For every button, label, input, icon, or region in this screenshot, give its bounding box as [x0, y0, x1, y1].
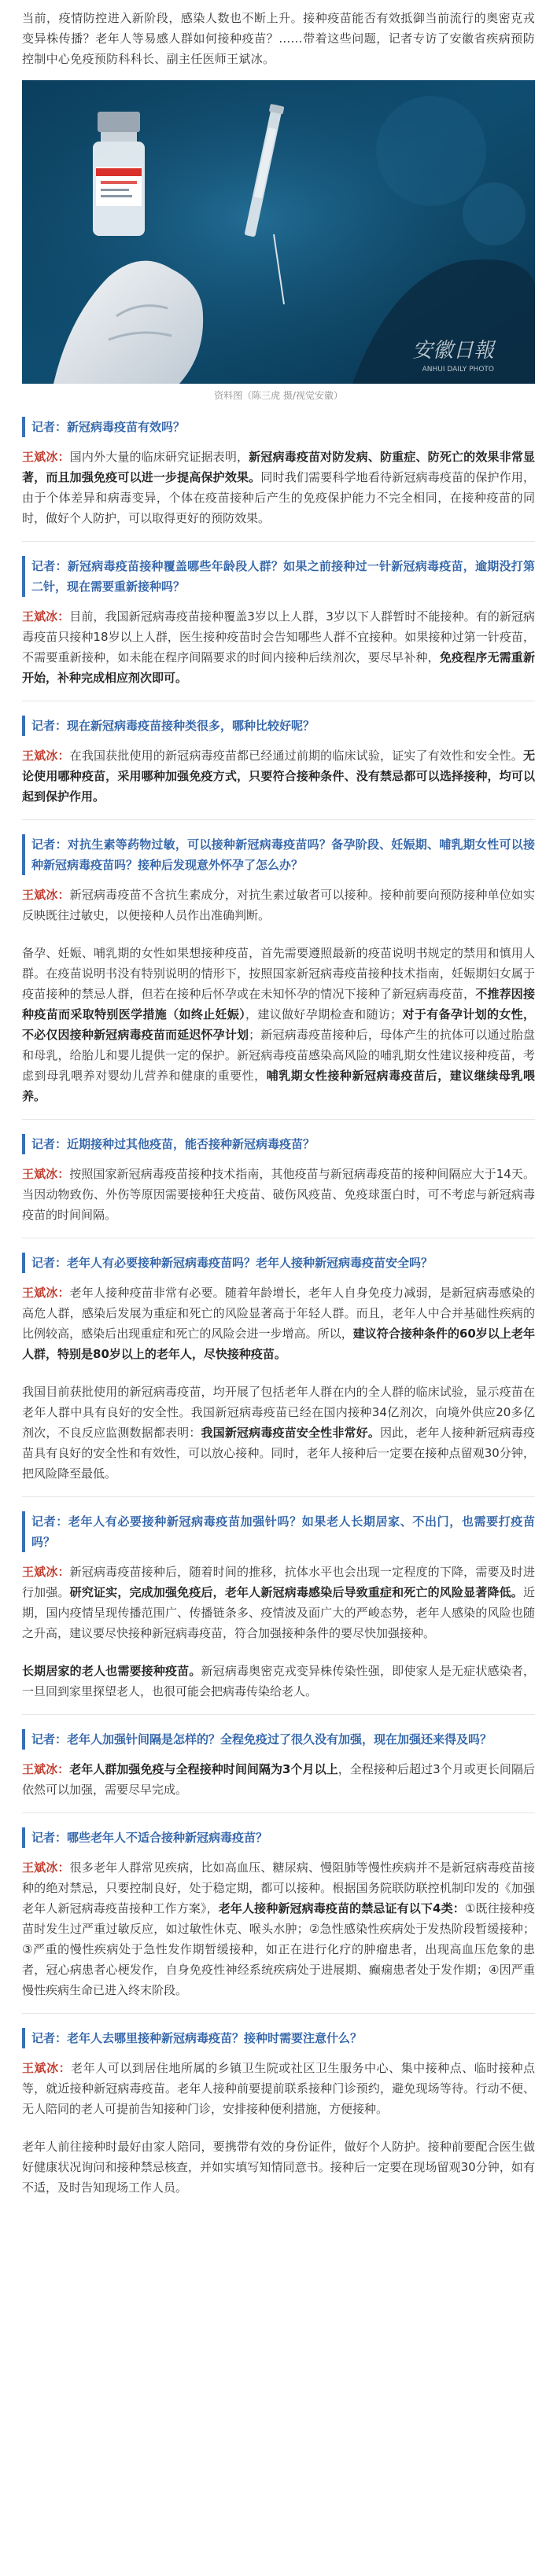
answer-paragraph [22, 1759, 535, 1800]
question-heading: 记者：哪些老年人不适合接种新冠病毒疫苗？ [22, 1827, 535, 1848]
answer-text: 备孕、妊娠、哺乳期的女性如果想接种疫苗，首先需要遵照最新的疫苗说明书规定的禁用和慎用人群。在疫苗说明书没有特别说明的情形下，按照国家新冠病毒疫苗接种技术指南，妊娠期妇女属于疫苗接种的禁忌人群，但若在接种后怀孕或在未知怀孕的情况下接种了新冠病毒疫苗， [22, 946, 535, 1001]
answer-text: 很多老年人群常见疾病，比如高血压、糖尿病、慢阻肺等慢性疾病并不是新冠病毒疫苗接种的绝对禁忌，只要控制良好，处于稳定期，都可以接种。根据国务院联防联控机制印发的《加强老年人新冠病毒疫苗接种工作方案》， [22, 1860, 535, 1915]
answer-paragraph [22, 1164, 535, 1225]
emphasis-text: 对于有备孕计划的女性，不必仅因接种新冠病毒疫苗而延迟怀孕计划 [22, 1007, 535, 1042]
section-divider [22, 1119, 535, 1120]
qa-section [22, 716, 535, 820]
qa-section [22, 1827, 535, 2014]
answer-text: 老年人可以到居住地所属的乡镇卫生院或社区卫生服务中心、集中接种点、临时接种点等，就近接种新冠病毒疫苗。老年人接种前要提前联系接种门诊预约，避免现场等待。行动不便、无人陪同的老人可提前告知接种门诊，安排接种便利措施，方便接种。 [22, 2061, 535, 2116]
emphasis-text: 长期居家的老人也需要接种疫苗。 [22, 1664, 201, 1678]
emphasis-text: 免疫程序无需重新开始，补种完成相应剂次即可。 [22, 650, 535, 685]
photo-block [22, 80, 535, 403]
qa-section [22, 417, 535, 542]
answer-paragraph [22, 2136, 535, 2198]
photo-caption: 资料图（陈三虎 摄/视觉安徽） [214, 390, 343, 401]
speaker-label: 王斌冰： [22, 1167, 70, 1181]
emphasis-text: 研究证实，完成加强免疫后，老年人新冠病毒感染后导致重症和死亡的风险显著降低。 [69, 1585, 523, 1599]
question-heading: 记者：近期接种过其他疫苗，能否接种新冠病毒疫苗？ [22, 1134, 535, 1154]
qa-section [22, 1134, 535, 1238]
answer-paragraph [22, 885, 535, 926]
speaker-label: 王斌冰： [22, 888, 70, 902]
answer-text: 新冠病毒奥密克戎变异株传染性强，即使家人是无症状感染者，一旦回到家里探望老人，也很可能会把病毒传染给老人。 [22, 1664, 535, 1698]
answer-text: 我国目前获批使用的新冠病毒疫苗，均开展了包括老年人群在内的全人群的临床试验，显示疫苗在老年人群中具有良好的安全性。我国新冠病毒疫苗已经在国内接种34亿剂次，向境外供应20多亿剂次，不良反应监测数据都表明： [22, 1385, 535, 1440]
question-heading: 记者：对抗生素等药物过敏，可以接种新冠病毒疫苗吗？备孕阶段、妊娠期、哺乳期女性可以接种新冠病毒疫苗吗？接种后发现意外怀孕了怎么办？ [22, 834, 535, 875]
answer-paragraph [22, 1282, 535, 1364]
vaccine-vial [93, 112, 145, 236]
vaccine-photo [22, 80, 535, 384]
speaker-label: 王斌冰： [22, 609, 70, 624]
emphasis-text: 老年人接种新冠病毒疫苗的禁忌证有以下4类： [218, 1901, 465, 1915]
answer-text: 新冠病毒疫苗接种后，随着时间的推移，抗体水平也会出现一定程度的下降，需要及时进行加强。 [22, 1565, 535, 1599]
question-heading: 记者：现在新冠病毒疫苗接种类很多，哪种比较好呢？ [22, 716, 535, 736]
speaker-label: 王斌冰： [22, 1860, 70, 1875]
emphasis-text: 老年人群加强免疫与全程接种时间间隔为3个月以上 [69, 1762, 338, 1776]
qa-section [22, 1511, 535, 1715]
speaker-label: 王斌冰： [22, 2061, 72, 2075]
speaker-label: 王斌冰： [22, 749, 70, 763]
emphasis-text: 新冠病毒疫苗对防发病、防重症、防死亡的效果非常显著，而且加强免疫可以进一步提高保护效果。 [22, 450, 535, 484]
section-divider [22, 819, 535, 820]
question-heading: 记者：新冠病毒疫苗接种覆盖哪些年龄段人群？如果之前接种过一针新冠病毒疫苗，逾期没打第二针，现在需要重新接种吗？ [22, 556, 535, 597]
answer-text: 新冠病毒疫苗不含抗生素成分，对抗生素过敏者可以接种。接种前要向预防接种单位如实反映既往过敏史，以便接种人员作出准确判断。 [22, 888, 535, 922]
qa-section [22, 834, 535, 1120]
speaker-label: 王斌冰： [22, 450, 70, 464]
section-divider [22, 1496, 535, 1497]
emphasis-text: 无论使用哪种疫苗，采用哪种加强免疫方式，只要符合接种条件、没有禁忌都可以选择接种，均可以起到保护作用。 [22, 749, 535, 804]
answer-paragraph [22, 606, 535, 688]
answer-text: 在我国获批使用的新冠病毒疫苗都已经通过前期的临床试验，证实了有效性和安全性。 [69, 749, 523, 763]
answer-paragraph [22, 943, 535, 1106]
section-divider [22, 1812, 535, 1813]
question-heading: 记者：老年人有必要接种新冠病毒疫苗加强针吗？如果老人长期居家、不出门，也需要打疫苗吗？ [22, 1511, 535, 1552]
question-heading: 记者：老年人加强针间隔是怎样的？全程免疫过了很久没有加强，现在加强还来得及吗？ [22, 1729, 535, 1750]
answer-paragraph [22, 1661, 535, 1702]
answer-text: 国内外大量的临床研究证据表明， [69, 450, 249, 464]
answer-paragraph [22, 745, 535, 807]
answer-text: 按照国家新冠病毒疫苗接种技术指南，其他疫苗与新冠病毒疫苗的接种间隔应大于14天。当因动物致伤、外伤等原因需要接种狂犬疫苗、破伤风疫苗、免疫球蛋白时，可不考虑与新冠病毒疫苗的时间间隔。 [22, 1167, 535, 1222]
qa-section [22, 1729, 535, 1813]
answer-paragraph [22, 2058, 535, 2119]
answer-text: ①既往接种疫苗时发生过严重过敏反应，如过敏性休克、喉头水肿；②急性感染性疾病处于发热阶段暂缓接种；③严重的慢性疾病处于急性发作期暂缓接种，如正在进行化疗的肿瘤患者，出现高血压危象的患者，冠心病患者心梗发作，自身免疫性神经系统疾病处于进展期、癫痫患者处于发作期；④因严重慢性疾病生命已进入终末阶段。 [22, 1901, 535, 1997]
watermark-text-en: ANHUI DAILY PHOTO [422, 366, 494, 374]
speaker-label: 王斌冰： [22, 1762, 70, 1776]
watermark-text-cn: 安徽日報 [411, 339, 494, 362]
section-divider [22, 2013, 535, 2014]
answer-text: ；新冠病毒疫苗接种后，母体产生的抗体可以通过胎盘和母乳，给胎儿和婴儿提供一定的保护。新冠病毒疫苗感染高风险的哺乳期女性建议接种疫苗，考虑到母乳喂养对婴幼儿营养和健康的重要性， [22, 1028, 535, 1083]
emphasis-text: 建议符合接种条件的60岁以上老年人群，特别是80岁以上的老年人，尽快接种疫苗。 [22, 1327, 535, 1361]
qa-list [22, 417, 535, 2198]
answer-paragraph [22, 1382, 535, 1484]
qa-section [22, 2028, 535, 2198]
question-heading: 记者：老年人有必要接种新冠病毒疫苗吗？老年人接种新冠病毒疫苗安全吗？ [22, 1253, 535, 1273]
answer-text: 同时我们需要科学地看待新冠病毒疫苗的保护作用，由于个体差异和病毒变异，个体在疫苗接种后产生的免疫保护能力不完全相同，在接种疫苗的同时，做好个人防护，可以取得更好的预防效果。 [22, 470, 535, 525]
section-divider [22, 1714, 535, 1715]
answer-text: ，全程接种后超过3个月或更长间隔后依然可以加强，需要尽早完成。 [22, 1762, 535, 1797]
qa-section [22, 556, 535, 701]
answer-paragraph [22, 1857, 535, 2000]
answer-text: 因此，老年人接种新冠病毒疫苗具有良好的安全性和有效性，可以放心接种。同时，老年人接种后一定要在接种点留观30分钟，把风险降至最低。 [22, 1426, 535, 1481]
answer-paragraph [22, 447, 535, 528]
intro-paragraph: 当前，疫情防控进入新阶段，感染人数也不断上升。接种疫苗能否有效抵御当前流行的奥密克戎变异株传播？老年人等易感人群如何接种疫苗？……带着这些问题，记者专访了安徽省疾病预防控制中心免疫预防科科长、副主任医师王斌冰。 [22, 11, 535, 66]
question-heading: 记者：新冠病毒疫苗有效吗？ [22, 417, 535, 437]
watermark-logo [412, 339, 496, 374]
answer-text: 近期，国内疫情呈现传播范围广、传播链条多、疫情波及面广大的严峻态势，老年人感染的风险也随之升高，建议要尽快接种新冠病毒疫苗，符合加强接种条件的要尽快加强接种。 [22, 1585, 535, 1640]
question-heading: 记者：老年人去哪里接种新冠病毒疫苗？接种时需要注意什么？ [22, 2028, 535, 2048]
qa-section [22, 1253, 535, 1497]
emphasis-text: 不推荐因接种疫苗而采取特别医学措施（如终止妊娠） [22, 987, 535, 1021]
emphasis-text: 我国新冠病毒疫苗安全性非常好。 [201, 1426, 380, 1440]
section-divider [22, 541, 535, 542]
answer-text: 老年人接种疫苗非常有必要。随着年龄增长，老年人自身免疫力减弱，是新冠病毒感染的高危人群，感染后发展为重症和死亡的风险显著高于年轻人群。而且，老年人中合并基础性疾病的比例较高，感染后出现重症和死亡的风险会进一步增高。所以， [22, 1286, 535, 1341]
speaker-label: 王斌冰： [22, 1565, 70, 1579]
answer-text: 老年人前往接种时最好由家人陪同，要携带有效的身份证件，做好个人防护。接种前要配合医生做好健康状况询问和接种禁忌核查，并如实填写知情同意书。接种后一定要在现场留观30分钟，如有不适，及时告知现场工作人员。 [22, 2140, 535, 2195]
emphasis-text: 哺乳期女性接种新冠病毒疫苗后，建议继续母乳喂养。 [22, 1069, 535, 1103]
speaker-label: 王斌冰： [22, 1286, 70, 1300]
answer-paragraph [22, 1562, 535, 1643]
answer-text: 目前，我国新冠病毒疫苗接种覆盖3岁以上人群，3岁以下人群暂时不能接种。有的新冠病毒疫苗只接种18岁以上人群，医生接种疫苗时会告知哪些人群不宜接种。如果接种过第一针疫苗，不需要重新接种，如未能在程序间隔要求的时间内接种后续剂次，要尽早补种， [22, 609, 535, 664]
answer-text: ，建议做好孕期检查和随访； [245, 1007, 403, 1021]
